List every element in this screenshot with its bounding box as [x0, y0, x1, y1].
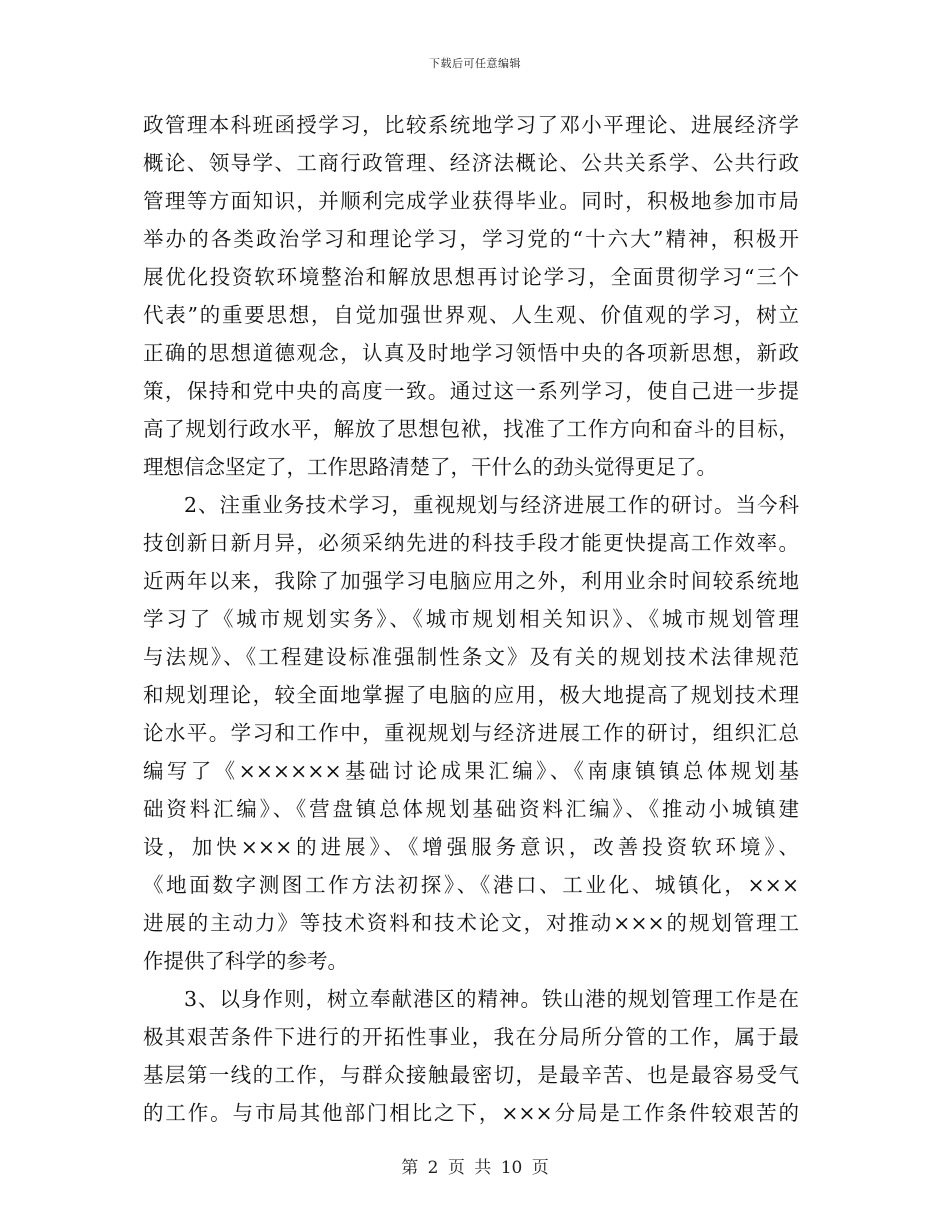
- text-line: 作提供了科学的参考。: [143, 949, 348, 973]
- text-line: 代表”的重要思想，自觉加强世界观、人生观、价值观的学习，树立: [143, 303, 799, 327]
- text-line: 的工作。与市局其他部门相比之下，×××分局是工作条件较艰苦的: [143, 1101, 799, 1125]
- text-line: 极其艰苦条件下进行的开拓性事业，我在分局所分管的工作，属于最: [143, 1025, 799, 1049]
- text-line: 3、以身作则，树立奉献港区的精神。铁山港的规划管理工作是在: [184, 987, 799, 1011]
- body-text: [143, 106, 799, 1132]
- text-line: 学习了《城市规划实务》、《城市规划相关知识》、《城市规划管理: [143, 607, 799, 631]
- text-line: 近两年以来，我除了加强学习电脑应用之外，利用业余时间较系统地: [143, 569, 799, 593]
- text-line: 策，保持和党中央的高度一致。通过这一系列学习，使自己进一步提: [143, 379, 799, 403]
- text-line: 础资料汇编》、《营盘镇总体规划基础资料汇编》、《推动小城镇建: [143, 797, 799, 821]
- text-line: 与法规》、《工程建设标准强制性条文》及有关的规划技术法律规范: [143, 645, 799, 669]
- text-line: 概论、领导学、工商行政管理、经济法概论、公共关系学、公共行政: [143, 151, 799, 175]
- text-line: 管理等方面知识，并顺利完成学业获得毕业。同时，积极地参加市局: [143, 189, 799, 213]
- text-line: 政管理本科班函授学习，比较系统地学习了邓小平理论、进展经济学: [143, 113, 799, 137]
- text-line: 基层第一线的工作，与群众接触最密切，是最辛苦、也是最容易受气: [143, 1063, 799, 1087]
- text-line: 设，加快×××的进展》、《增强服务意识，改善投资软环境》、: [143, 835, 799, 859]
- text-line: 和规划理论，较全面地掌握了电脑的应用，极大地提高了规划技术理: [143, 683, 799, 707]
- text-line: 举办的各类政治学习和理论学习，学习党的“十六大”精神，积极开: [143, 227, 799, 251]
- text-line: 展优化投资软环境整治和解放思想再讨论学习，全面贯彻学习“三个: [143, 265, 799, 289]
- text-line: 技创新日新月异，必须采纳先进的科技手段才能更快提高工作效率。: [143, 531, 799, 555]
- page-header: 下载后可任意编辑: [429, 57, 521, 70]
- text-line: 高了规划行政水平，解放了思想包袱，找准了工作方向和奋斗的目标，: [143, 417, 799, 441]
- text-line: 2、注重业务技术学习，重视规划与经济进展工作的研讨。当今科: [184, 493, 799, 517]
- text-line: 论水平。学习和工作中，重视规划与经济进展工作的研讨，组织汇总: [143, 721, 799, 745]
- page-number-footer: 第 2 页 共 10 页: [401, 1158, 549, 1178]
- text-line: 《地面数字测图工作方法初探》、《港口、工业化、城镇化，×××: [143, 873, 799, 897]
- text-line: 进展的主动力》等技术资料和技术论文，对推动×××的规划管理工: [143, 911, 799, 935]
- text-line: 正确的思想道德观念，认真及时地学习领悟中央的各项新思想，新政: [143, 341, 799, 365]
- text-line: 编写了《××××××基础讨论成果汇编》、《南康镇镇总体规划基: [143, 759, 799, 783]
- text-line: 理想信念坚定了，工作思路清楚了，干什么的劲头觉得更足了。: [143, 455, 717, 479]
